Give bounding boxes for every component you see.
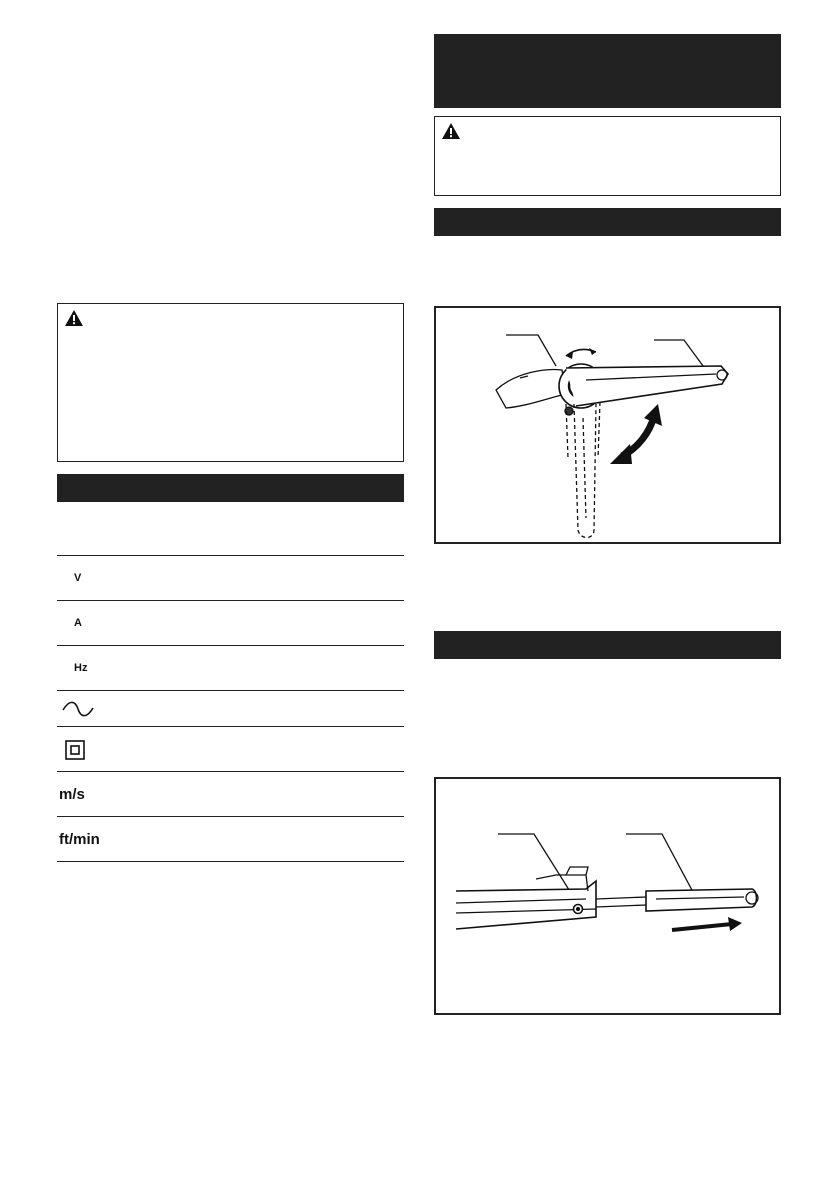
symbol-text: V (74, 572, 82, 584)
warning-triangle-icon (441, 122, 461, 140)
symbol-text: A (74, 617, 82, 629)
warning-box-right (434, 116, 781, 196)
symbol-text: m/s (59, 785, 85, 803)
section-header-bar-large (434, 34, 781, 108)
section-header-bar-symbols (57, 474, 404, 502)
warning-triangle-icon (64, 309, 84, 327)
symbol-row-metres-per-second (57, 772, 404, 817)
symbol-row-volts (57, 556, 404, 601)
figure-sliding-arm (434, 777, 781, 1015)
symbol-text: Hz (74, 662, 88, 674)
alternating-current-icon (61, 700, 95, 718)
warning-box-left (57, 303, 404, 462)
symbol-text: ft/min (59, 830, 100, 848)
section-header-bar-installing (434, 631, 781, 659)
figure-illustration (436, 308, 778, 541)
double-insulation-icon (65, 740, 85, 760)
symbol-row-alternating-current (57, 691, 404, 727)
figure-adjusting-angle (434, 306, 781, 544)
symbol-row-feet-per-minute (57, 817, 404, 862)
symbol-row-class-ii (57, 727, 404, 772)
symbol-row-amperes (57, 601, 404, 646)
symbol-row-hertz (57, 646, 404, 691)
section-header-bar-adjusting (434, 208, 781, 236)
figure-illustration (436, 779, 778, 1012)
